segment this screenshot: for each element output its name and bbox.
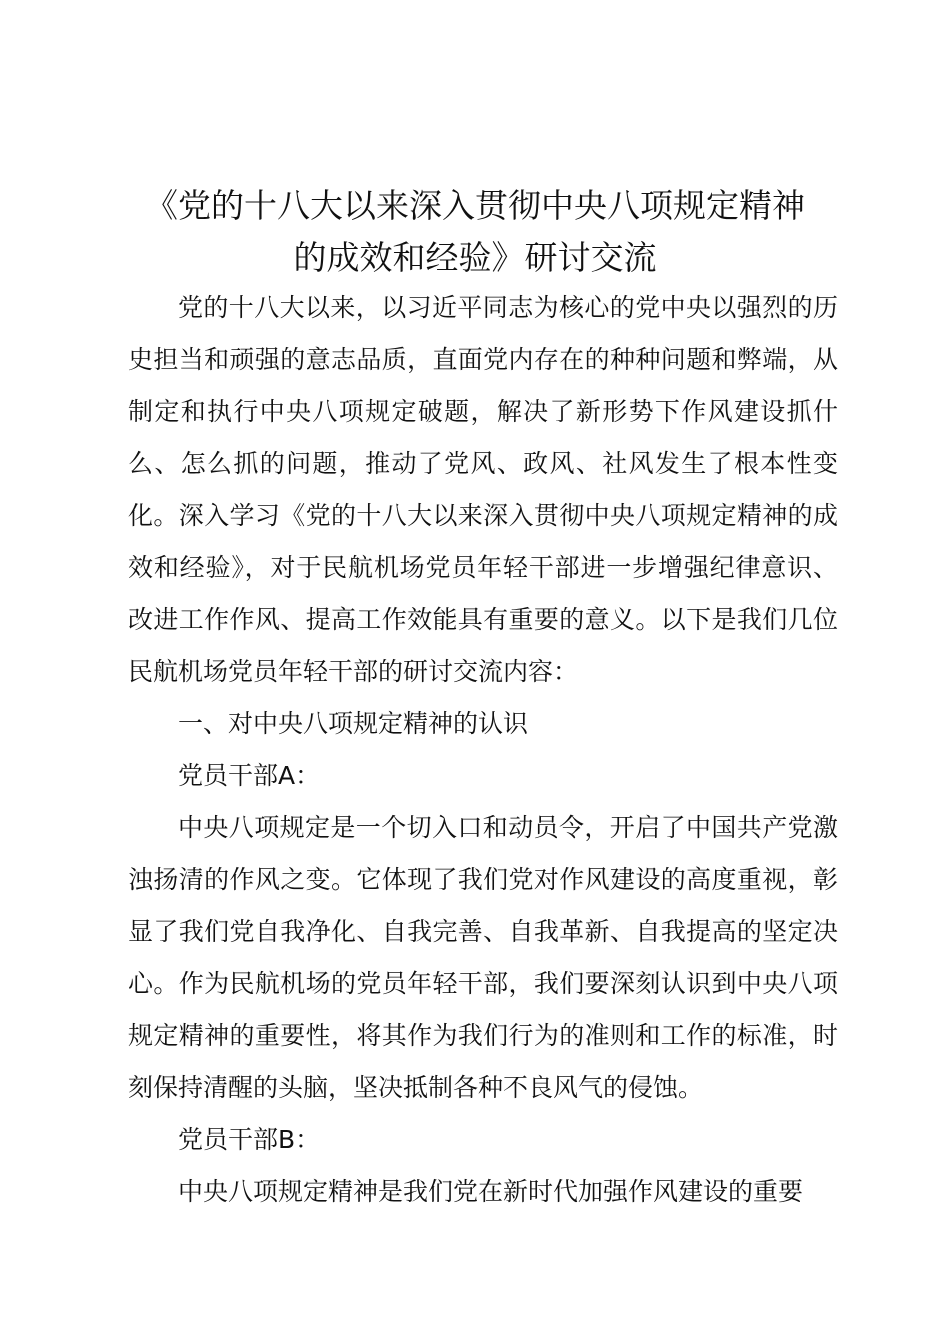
document-body: [128, 282, 838, 1218]
speaker-a-paragraph: 中央八项规定是一个切入口和动员令，开启了中国共产党激浊扬清的作风之变。它体现了我们党对作风建设的高度重视，彰显了我们党自我净化、自我完善、自我革新、自我提高的坚定决心。作为民航机场的党员年轻干部，我们要深刻认识到中央八项规定精神的重要性，将其作为我们行为的准则和工作的标准，时刻保持清醒的头脑，坚决抵制各种不良风气的侵蚀。: [128, 813, 838, 1102]
speaker-a-label: 党员干部A：: [178, 761, 321, 790]
title-line-2: 的成效和经验》研讨交流: [293, 238, 657, 277]
title-line-1: 《党的十八大以来深入贯彻中央八项规定精神: [145, 186, 805, 225]
speaker-b-paragraph: 中央八项规定精神是我们党在新时代加强作风建设的重要: [178, 1177, 804, 1206]
document-title: [100, 180, 850, 284]
intro-paragraph: 党的十八大以来，以习近平同志为核心的党中央以强烈的历史担当和顽强的意志品质，直面党内存在的种种问题和弊端，从制定和执行中央八项规定破题，解决了新形势下作风建设抓什么、怎么抓的问题，推动了党风、政风、社风发生了根本性变化。深入学习《党的十八大以来深入贯彻中央八项规定精神的成效和经验》，对于民航机场党员年轻干部进一步增强纪律意识、改进工作作风、提高工作效能具有重要的意义。以下是我们几位民航机场党员年轻干部的研讨交流内容：: [128, 293, 838, 686]
speaker-b-label: 党员干部B：: [178, 1125, 321, 1154]
section-heading: 一、对中央八项规定精神的认识: [178, 709, 529, 738]
